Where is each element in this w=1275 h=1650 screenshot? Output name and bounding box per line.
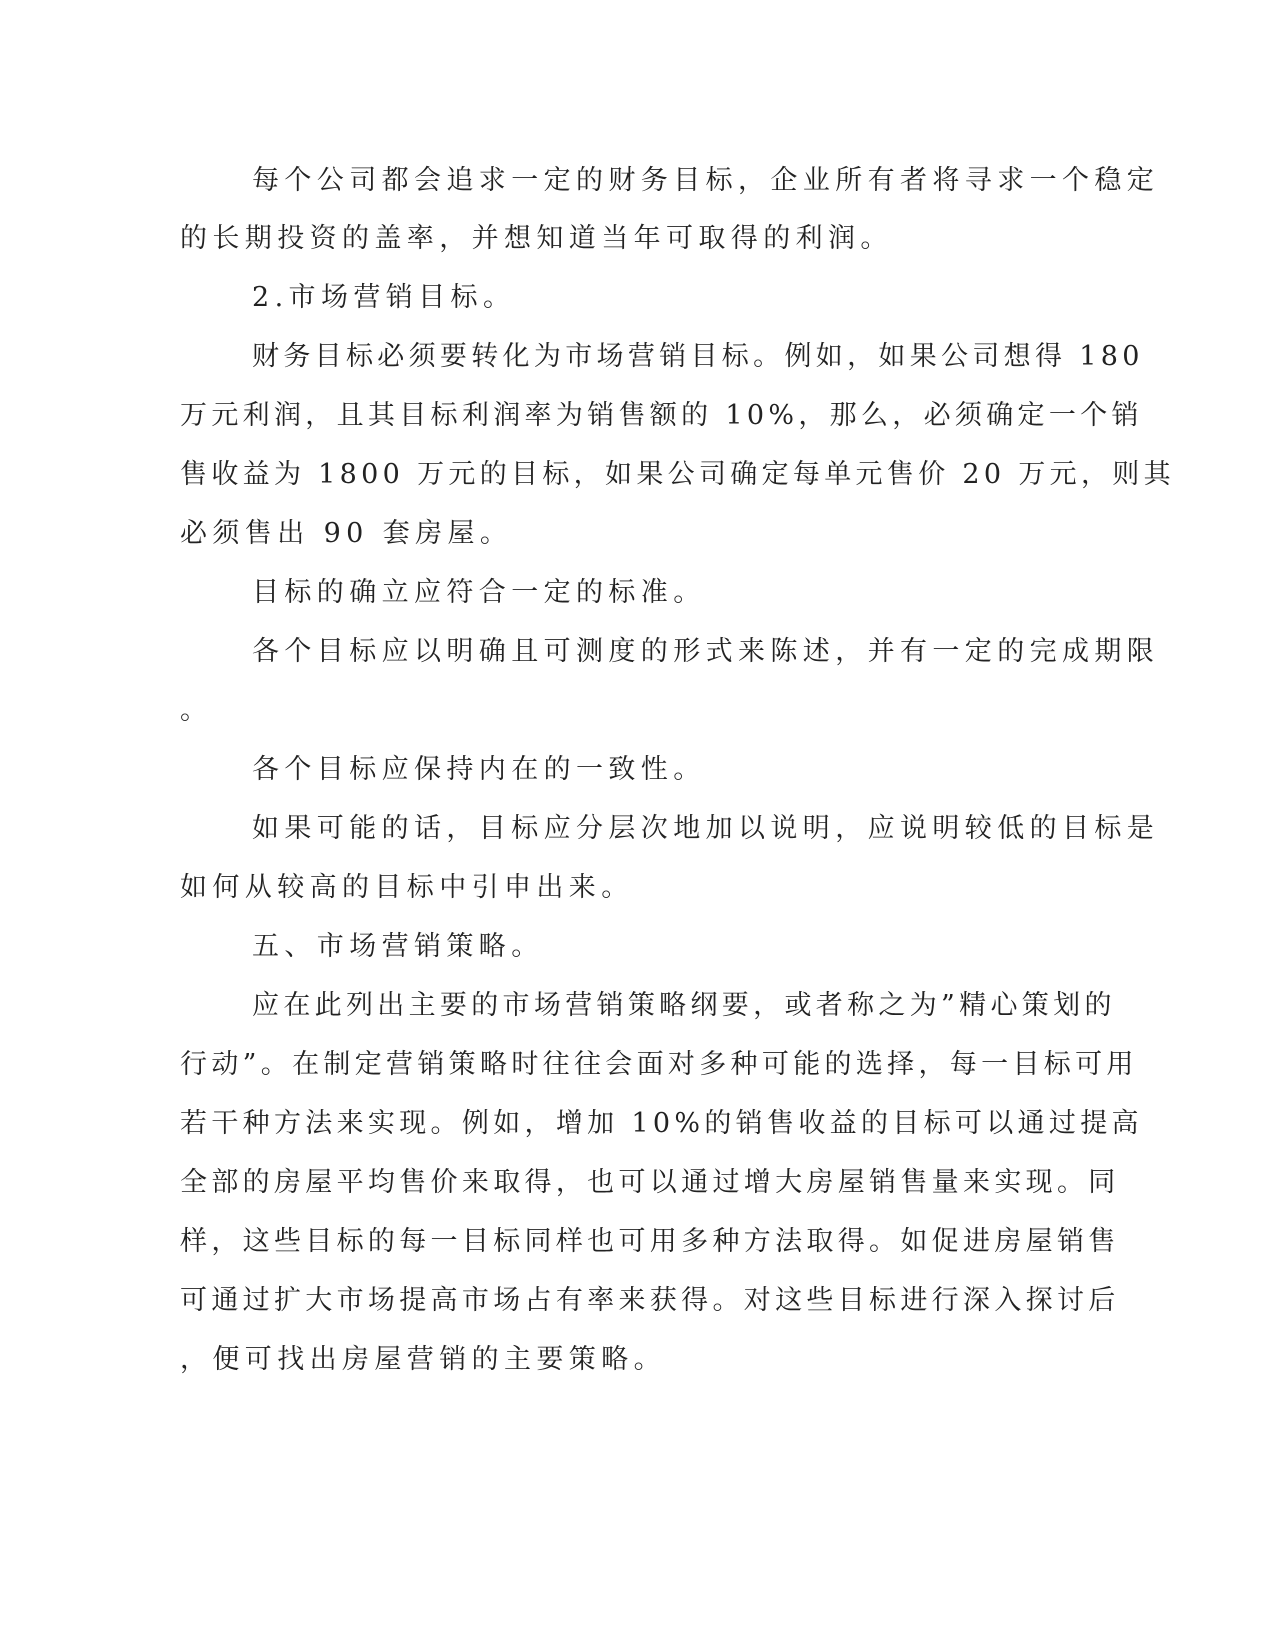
text-line-6: 售收益为 1800 万元的目标，如果公司确定每单元售价 20 万元，则其 (180, 459, 1175, 490)
text-line-8: 目标的确立应符合一定的标准。 (252, 577, 706, 608)
text-line-10: 。 (180, 695, 213, 726)
heading-marketing-strategy: 五、市场营销策略。 (252, 931, 544, 962)
text-line-16: 行动”。在制定营销策略时往往会面对多种可能的选择，每一目标可用 (180, 1049, 1138, 1080)
text-line-9: 各个目标应以明确且可测度的形式来陈述，并有一定的完成期限 (252, 636, 1160, 667)
text-line-7: 必须售出 90 套房屋。 (180, 518, 513, 549)
text-line-13: 如何从较高的目标中引申出来。 (180, 872, 634, 903)
text-line-1: 每个公司都会追求一定的财务目标，企业所有者将寻求一个稳定 (252, 165, 1160, 196)
text-line-12: 如果可能的话，目标应分层次地加以说明，应说明较低的目标是 (252, 813, 1160, 844)
heading-marketing-goals: 2.市场营销目标。 (252, 282, 516, 313)
text-line-11: 各个目标应保持内在的一致性。 (252, 754, 706, 785)
text-line-21: ，便可找出房屋营销的主要策略。 (180, 1344, 666, 1375)
text-line-15: 应在此列出主要的市场营销策略纲要，或者称之为”精心策划的 (252, 990, 1116, 1021)
text-line-19: 样，这些目标的每一目标同样也可用多种方法取得。如促进房屋销售 (180, 1226, 1120, 1257)
text-line-17: 若干种方法来实现。例如，增加 10%的销售收益的目标可以通过提高 (180, 1108, 1143, 1139)
text-line-2: 的长期投资的盖率，并想知道当年可取得的利润。 (180, 223, 893, 254)
text-line-18: 全部的房屋平均售价来取得，也可以通过增大房屋销售量来实现。同 (180, 1167, 1120, 1198)
text-line-5: 万元利润，且其目标利润率为销售额的 10%，那么，必须确定一个销 (180, 400, 1143, 431)
text-line-4: 财务目标必须要转化为市场营销目标。例如，如果公司想得 180 (252, 341, 1144, 372)
text-line-20: 可通过扩大市场提高市场占有率来获得。对这些目标进行深入探讨后 (180, 1285, 1120, 1316)
